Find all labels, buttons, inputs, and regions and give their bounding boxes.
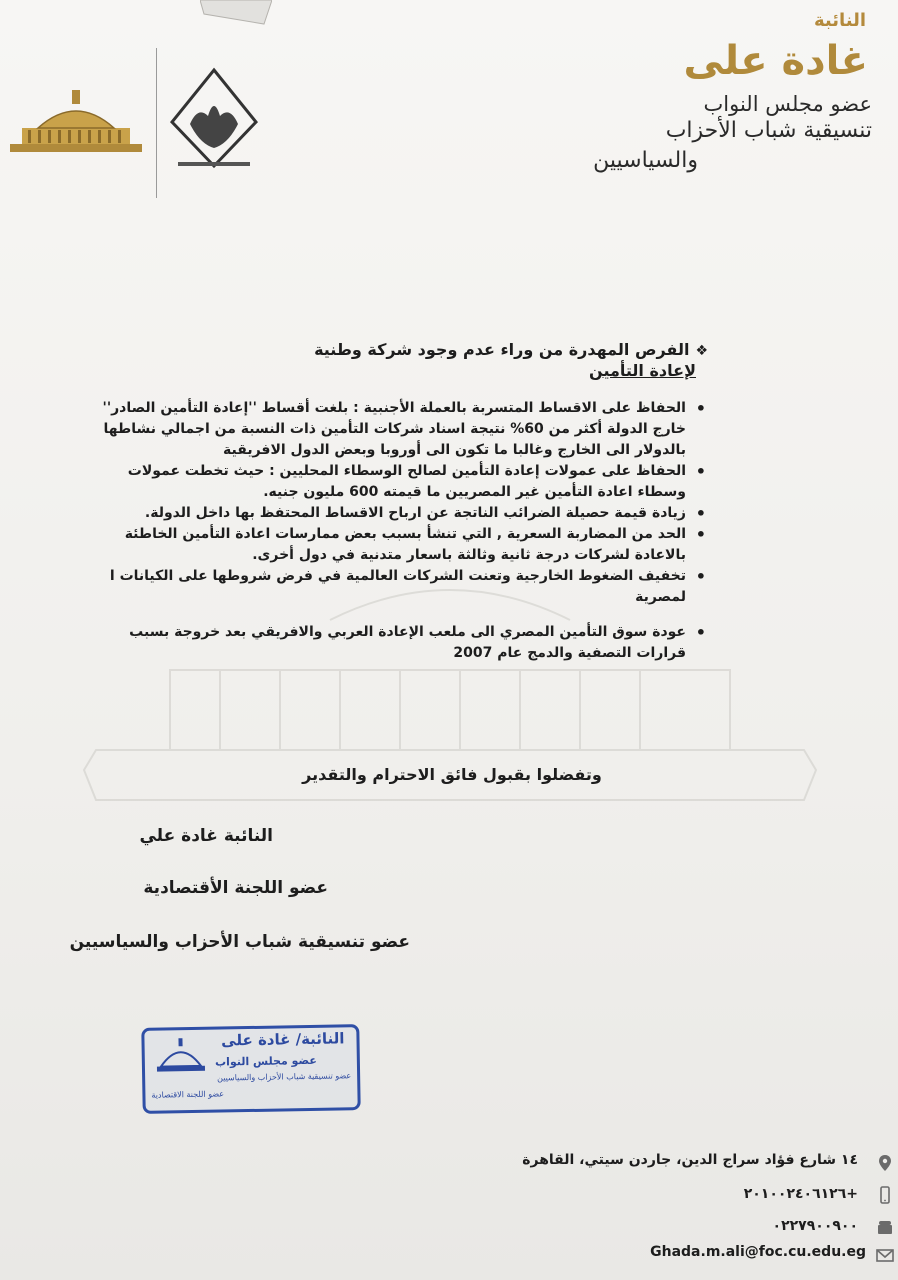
official-stamp xyxy=(141,1024,360,1114)
paper-corner-decoration xyxy=(200,0,272,28)
signature-committee: عضو اللجنة الأقتصادية xyxy=(143,878,328,898)
stamp-committee: عضو اللجنة الاقتصادية xyxy=(151,1089,225,1100)
list-item: • زيادة قيمة حصيلة الضرائب الناتجة عن ارباح الاقساط المحتفظ بها داخل الدولة. xyxy=(76,503,686,524)
signature-coordination: عضو تنسيقية شباب الأحزاب والسياسيين xyxy=(69,932,410,952)
letterhead-line1: عضو مجلس النواب xyxy=(703,92,872,116)
signature-name: النائبة غادة علي xyxy=(139,826,273,846)
list-item: • تخفيف الضغوط الخارجية وتعنت الشركات العالمية في فرض شروطها على الكيانات ا لمصرية xyxy=(76,566,686,608)
stamp-title: النائبة/ غادة على xyxy=(221,1029,345,1050)
list-item: • عودة سوق التأمين المصري الى ملعب الإعادة العربي والافريقي بعد خروجة بسبب قرارات التصفية والدمج عام 2007 xyxy=(76,622,686,664)
footer-mobile: +٢٠١٠٠٢٤٠٦١٢٦ xyxy=(743,1186,858,1202)
location-pin-icon xyxy=(876,1154,894,1172)
letterhead-divider xyxy=(156,48,157,198)
bullet-list xyxy=(76,398,686,664)
diamond-bullet-icon: ❖ xyxy=(695,343,708,359)
footer-email[interactable]: Ghada.m.ali@foc.cu.edu.eg xyxy=(650,1244,866,1260)
closing-line: وتفضلوا بقبول فائق الاحترام والتقدير xyxy=(302,765,602,784)
letterhead-title-small: النائبة xyxy=(813,10,866,31)
list-item: • الحد من المضاربة السعرية , التي تنشأ بسبب بعض ممارسات اعادة التأمين الخاطئة بالاعادة لشركات درجة ثانية وثالثة باسعار متدنية في دول أخرى. xyxy=(76,524,686,566)
youth-coordination-logo xyxy=(168,66,260,176)
email-icon xyxy=(876,1246,894,1264)
list-item: • الحفاظ على عمولات إعادة التأمين لصالح الوسطاء المحليين : حيث تخطت عمولات وسطاء اعادة التأمين غير المصريين ما قيمته 600 مليون جنيه. xyxy=(76,461,686,503)
parliament-dome-logo xyxy=(10,88,142,158)
footer-telephone: ٠٢٢٧٩٠٠٩٠٠ xyxy=(772,1218,858,1234)
letterhead-line2: تنسيقية شباب الأحزاب xyxy=(665,118,872,143)
section-heading xyxy=(258,340,708,380)
stamp-coordination: عضو تنسيقية شباب الأحزاب والسياسيين xyxy=(216,1071,352,1083)
mobile-phone-icon xyxy=(876,1186,894,1204)
footer-address: ١٤ شارع فؤاد سراج الدين، جاردن سيتي، القاهرة xyxy=(522,1152,858,1168)
section-heading-part2: لإعادة التأمين xyxy=(589,361,696,380)
stamp-dome-icon xyxy=(154,1036,207,1077)
letterhead-line3: والسياسيين xyxy=(593,148,698,173)
landline-phone-icon xyxy=(876,1218,894,1236)
section-heading-part1: الفرص المهدرة من وراء عدم وجود شركة وطنية xyxy=(314,340,690,359)
list-item: • الحفاظ على الاقساط المتسربة بالعملة الأجنبية : بلغت أقساط ''إعادة التأمين الصادر'' خارج الدولة أكثر من 60% نتيجة اسناد شركات التأمين ذات النسبة من اجمالي نشاطها بالدولار الى الخارج وغالبا ما تكون الى أوروبا وبعض الدول الافريقية xyxy=(76,398,686,461)
stamp-role: عضو مجلس النواب xyxy=(214,1053,317,1069)
letterhead-name: غادة على xyxy=(683,38,868,84)
